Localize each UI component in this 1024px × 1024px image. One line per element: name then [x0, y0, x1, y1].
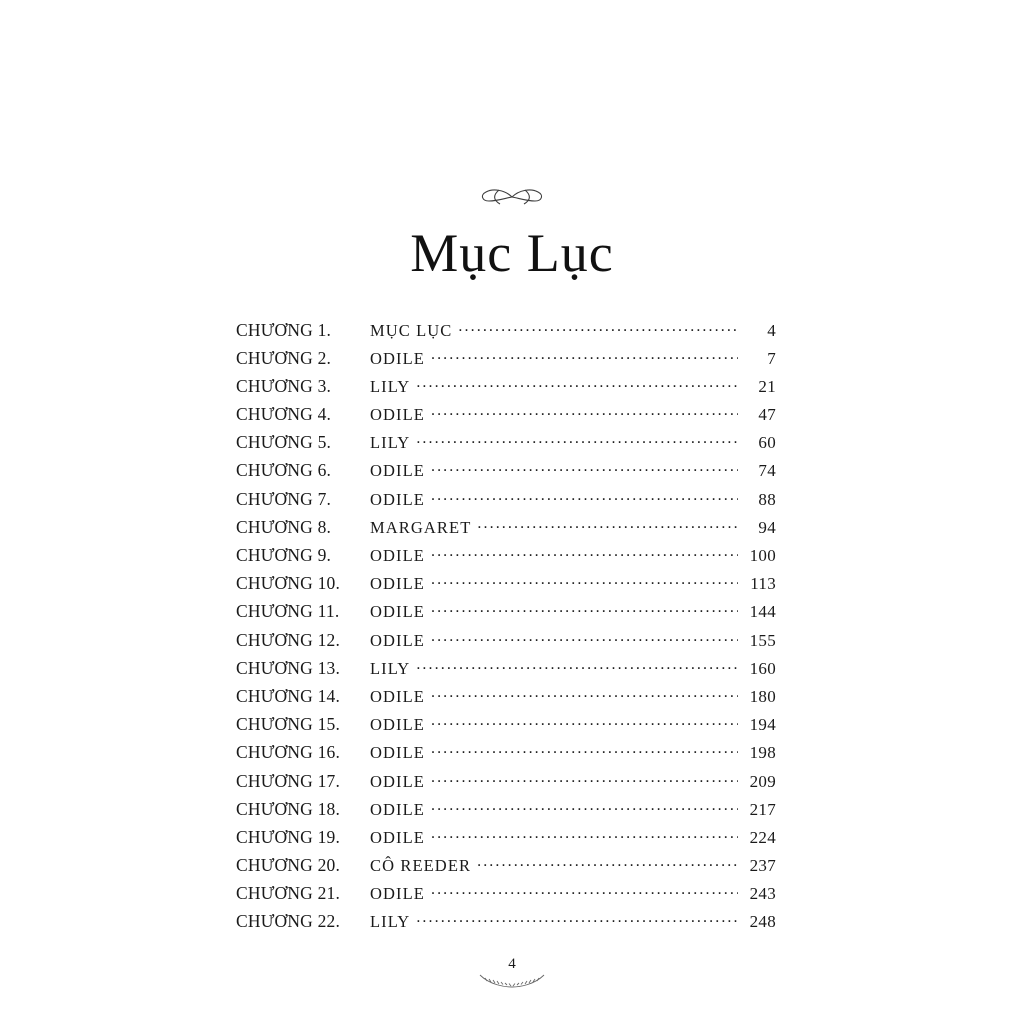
toc-entry-title: ODILE	[370, 461, 425, 481]
toc-page-number: 217	[749, 799, 776, 819]
flourish-ornament-icon	[0, 182, 1024, 210]
toc-chapter-label: CHƯƠNG 8.	[236, 516, 332, 537]
toc-entry-title: ODILE	[370, 602, 425, 622]
toc-dot-leader	[431, 346, 738, 364]
toc-page-number: 248	[749, 912, 776, 932]
toc-page-number: 60	[758, 433, 776, 453]
toc-dot-leader	[431, 741, 738, 759]
toc-entry[interactable]	[236, 825, 776, 853]
toc-page-number: 243	[749, 884, 776, 904]
toc-chapter-label: CHƯƠNG 9.	[236, 545, 332, 565]
toc-entry[interactable]	[236, 713, 776, 741]
toc-page-number: 21	[758, 376, 776, 396]
toc-entry[interactable]	[236, 346, 776, 374]
toc-chapter-label: CHƯƠNG 21.	[236, 883, 341, 904]
toc-entry-title: ODILE	[370, 827, 425, 847]
toc-page-number: 88	[758, 489, 776, 509]
toc-page-number: 194	[749, 715, 776, 735]
toc-entry-title: ODILE	[370, 884, 425, 904]
toc-entry-title: LILY	[370, 433, 411, 453]
toc-dot-leader	[431, 825, 738, 843]
toc-page-number: 224	[749, 827, 776, 847]
toc-dot-leader	[431, 797, 738, 815]
toc-entry[interactable]	[236, 628, 776, 656]
toc-dot-leader	[477, 515, 738, 533]
toc-dot-leader	[431, 628, 738, 646]
toc-entry[interactable]	[236, 882, 776, 910]
toc-entry-title: LILY	[370, 376, 411, 396]
toc-entry-title: MARGARET	[370, 517, 472, 537]
toc-entry[interactable]	[236, 684, 776, 712]
toc-page-number: 180	[749, 686, 776, 706]
toc-page-number: 160	[749, 658, 776, 678]
toc-page-number: 209	[749, 771, 776, 791]
laurel-flourish-icon	[0, 972, 1024, 992]
toc-page-number: 144	[749, 602, 776, 622]
toc-entry[interactable]	[236, 431, 776, 459]
toc-entry-title: MỤC LỤC	[370, 320, 453, 340]
toc-entry-title: ODILE	[370, 686, 425, 706]
toc-chapter-label: CHƯƠNG 12.	[236, 629, 341, 650]
toc-chapter-label: CHƯƠNG 13.	[236, 657, 341, 678]
toc-page-number: 100	[749, 546, 776, 565]
toc-entry-title: LILY	[370, 658, 411, 678]
toc-entry[interactable]	[236, 487, 776, 515]
toc-dot-leader	[431, 684, 738, 702]
toc-page-number: 74	[758, 461, 776, 481]
table-of-contents	[236, 318, 776, 938]
toc-page-number: 47	[758, 405, 776, 425]
toc-dot-leader	[431, 487, 738, 505]
toc-chapter-label: CHƯƠNG 3.	[236, 375, 332, 396]
toc-dot-leader	[477, 854, 738, 872]
toc-dot-leader	[431, 459, 738, 477]
toc-dot-leader	[431, 403, 738, 421]
toc-entry[interactable]	[236, 769, 776, 797]
toc-entry-title: ODILE	[370, 715, 425, 735]
toc-entry-title: ODILE	[370, 405, 425, 425]
toc-chapter-label: CHƯƠNG 1.	[236, 319, 332, 340]
toc-page-number: 237	[749, 856, 776, 876]
toc-page-number: 94	[758, 517, 776, 537]
toc-chapter-label: CHƯƠNG 5.	[236, 432, 332, 453]
toc-chapter-label: CHƯƠNG 4.	[236, 404, 332, 425]
toc-entry[interactable]	[236, 600, 776, 628]
page-title: Mục Lục	[410, 223, 614, 283]
toc-entry-title: ODILE	[370, 630, 425, 650]
toc-chapter-label: CHƯƠNG 11.	[236, 601, 340, 622]
toc-entry[interactable]	[236, 854, 776, 882]
toc-entry-title: ODILE	[370, 348, 425, 368]
toc-entry-title: CÔ REEDER	[370, 856, 472, 876]
toc-entry-title: LILY	[370, 912, 411, 932]
toc-entry[interactable]	[236, 544, 776, 572]
toc-dot-leader	[431, 769, 738, 787]
toc-dot-leader	[416, 656, 738, 674]
toc-entry[interactable]	[236, 403, 776, 431]
toc-entry[interactable]	[236, 656, 776, 684]
toc-chapter-label: CHƯƠNG 6.	[236, 460, 332, 481]
toc-chapter-label: CHƯƠNG 19.	[236, 826, 341, 847]
toc-page-number: 113	[750, 574, 776, 594]
toc-chapter-label: CHƯƠNG 17.	[236, 770, 341, 791]
toc-entry-title: ODILE	[370, 799, 425, 819]
toc-dot-leader	[458, 318, 738, 336]
toc-dot-leader	[431, 572, 738, 590]
toc-entry[interactable]	[236, 797, 776, 825]
toc-chapter-label: CHƯƠNG 2.	[236, 347, 332, 368]
toc-entry[interactable]	[236, 459, 776, 487]
toc-entry-title: ODILE	[370, 489, 425, 509]
toc-dot-leader	[416, 374, 738, 392]
toc-dot-leader	[431, 713, 738, 731]
toc-dot-leader	[416, 431, 738, 449]
toc-page-number: 7	[767, 348, 776, 368]
toc-entry[interactable]	[236, 572, 776, 600]
toc-entry[interactable]	[236, 910, 776, 938]
toc-dot-leader	[431, 600, 738, 618]
toc-chapter-label: CHƯƠNG 18.	[236, 798, 341, 819]
toc-entry[interactable]	[236, 374, 776, 402]
toc-page-number: 4	[767, 320, 776, 340]
toc-chapter-label: CHƯƠNG 20.	[236, 855, 341, 876]
toc-entry-title: ODILE	[370, 743, 425, 763]
toc-chapter-label: CHƯƠNG 16.	[236, 742, 341, 763]
toc-dot-leader	[416, 910, 738, 928]
toc-entry-title: ODILE	[370, 771, 425, 791]
toc-dot-leader	[431, 544, 738, 562]
toc-chapter-label: CHƯƠNG 14.	[236, 685, 341, 706]
toc-chapter-label: CHƯƠNG 7.	[236, 488, 332, 509]
folio-page-number: 4	[508, 956, 516, 972]
toc-page-number: 155	[749, 630, 776, 650]
toc-page-number: 198	[749, 743, 776, 763]
toc-entry[interactable]	[236, 515, 776, 543]
toc-entry-title: ODILE	[370, 574, 425, 594]
toc-dot-leader	[431, 882, 738, 900]
toc-entry[interactable]	[236, 318, 776, 346]
toc-chapter-label: CHƯƠNG 10.	[236, 573, 341, 594]
toc-entry-title: ODILE	[370, 546, 425, 565]
toc-chapter-label: CHƯƠNG 22.	[236, 911, 341, 932]
toc-entry[interactable]	[236, 741, 776, 769]
toc-chapter-label: CHƯƠNG 15.	[236, 714, 341, 735]
